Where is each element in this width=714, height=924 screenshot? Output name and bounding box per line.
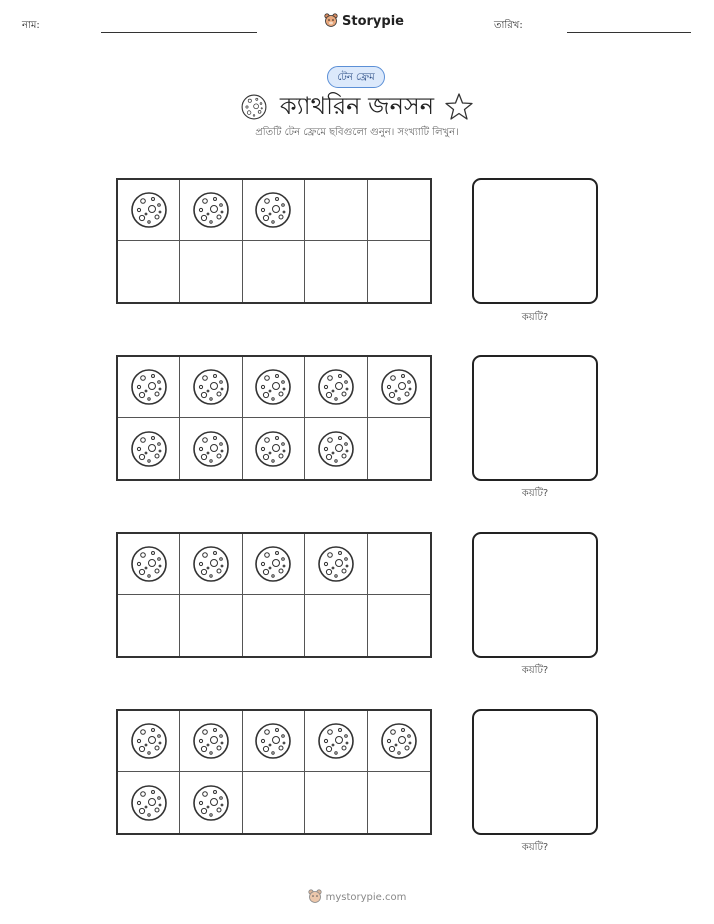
instructions: প্রতিটি টেন ফ্রেমে ছবিগুলো গুনুন। সংখ্যাটি লিখুন। [255, 127, 459, 138]
bear-logo-icon [324, 12, 338, 31]
date-label: তারিখ: [494, 20, 523, 31]
frame-cell [180, 772, 242, 833]
moon-icon [379, 721, 419, 761]
footer-site: mystorypie.com [325, 892, 407, 903]
moon-icon [253, 721, 293, 761]
moon-icon [129, 544, 169, 584]
frame-cell [305, 595, 367, 656]
moon-icon [253, 544, 293, 584]
moon-icon [129, 783, 169, 823]
ten-frame-2 [116, 355, 432, 481]
name-label: নাম: [22, 20, 40, 31]
moon-icon [316, 544, 356, 584]
frame-cell [243, 595, 305, 656]
moon-icon [316, 721, 356, 761]
frame-cell [305, 711, 367, 772]
answer-box-1[interactable] [472, 178, 598, 304]
frame-cell [118, 534, 180, 595]
frame-cell [368, 418, 430, 479]
frame-cell [118, 241, 180, 302]
frame-cell [305, 418, 367, 479]
frame-cell [180, 241, 242, 302]
answer-box-4[interactable] [472, 709, 598, 835]
frame-cell [305, 772, 367, 833]
moon-icon [129, 429, 169, 469]
moon-icon [129, 721, 169, 761]
frame-cell [180, 180, 242, 241]
frame-cell [118, 595, 180, 656]
ten-frame-3 [116, 532, 432, 658]
frame-cell [368, 357, 430, 418]
frame-cell [118, 180, 180, 241]
footer [0, 888, 714, 907]
frame-cell [243, 418, 305, 479]
frame-cell [368, 180, 430, 241]
date-line[interactable] [567, 32, 691, 33]
frame-cell [368, 711, 430, 772]
count-prompt: কয়টি? [521, 312, 549, 323]
moon-icon [191, 783, 231, 823]
ten-frame-4 [116, 709, 432, 835]
frame-cell [368, 595, 430, 656]
frame-cell [180, 418, 242, 479]
frame-cell [243, 711, 305, 772]
moon-icon [253, 190, 293, 230]
frame-cell [243, 534, 305, 595]
ten-frame-1 [116, 178, 432, 304]
bear-logo-icon [308, 888, 322, 907]
frame-cell [368, 772, 430, 833]
moon-icon [379, 367, 419, 407]
frame-cell [305, 357, 367, 418]
frame-cell [368, 534, 430, 595]
moon-icon [191, 367, 231, 407]
storypie-logo [324, 12, 404, 31]
frame-cell [243, 772, 305, 833]
frame-cell [243, 357, 305, 418]
frame-cell [118, 772, 180, 833]
answer-box-2[interactable] [472, 355, 598, 481]
frame-cell [368, 241, 430, 302]
worksheet-type-badge: টেন ফ্রেম [327, 66, 385, 88]
moon-icon [253, 367, 293, 407]
count-prompt: কয়টি? [521, 488, 549, 499]
moon-icon [191, 721, 231, 761]
answer-box-3[interactable] [472, 532, 598, 658]
moon-icon [129, 190, 169, 230]
moon-icon [253, 429, 293, 469]
worksheet-title: ক্যাথরিন জনসন [279, 92, 435, 120]
frame-cell [243, 241, 305, 302]
count-prompt: কয়টি? [521, 842, 549, 853]
frame-cell [180, 534, 242, 595]
moon-icon [316, 367, 356, 407]
frame-cell [305, 241, 367, 302]
brand-name: Storypie [342, 14, 404, 29]
frame-cell [305, 180, 367, 241]
frame-cell [118, 418, 180, 479]
frame-cell [305, 534, 367, 595]
moon-icon [191, 190, 231, 230]
star-icon [444, 92, 474, 126]
moon-icon [129, 367, 169, 407]
moon-icon [191, 544, 231, 584]
moon-icon [316, 429, 356, 469]
moon-icon [191, 429, 231, 469]
frame-cell [118, 357, 180, 418]
frame-cell [243, 180, 305, 241]
frame-cell [118, 711, 180, 772]
frame-cell [180, 595, 242, 656]
name-line[interactable] [101, 32, 257, 33]
count-prompt: কয়টি? [521, 665, 549, 676]
frame-cell [180, 711, 242, 772]
frame-cell [180, 357, 242, 418]
